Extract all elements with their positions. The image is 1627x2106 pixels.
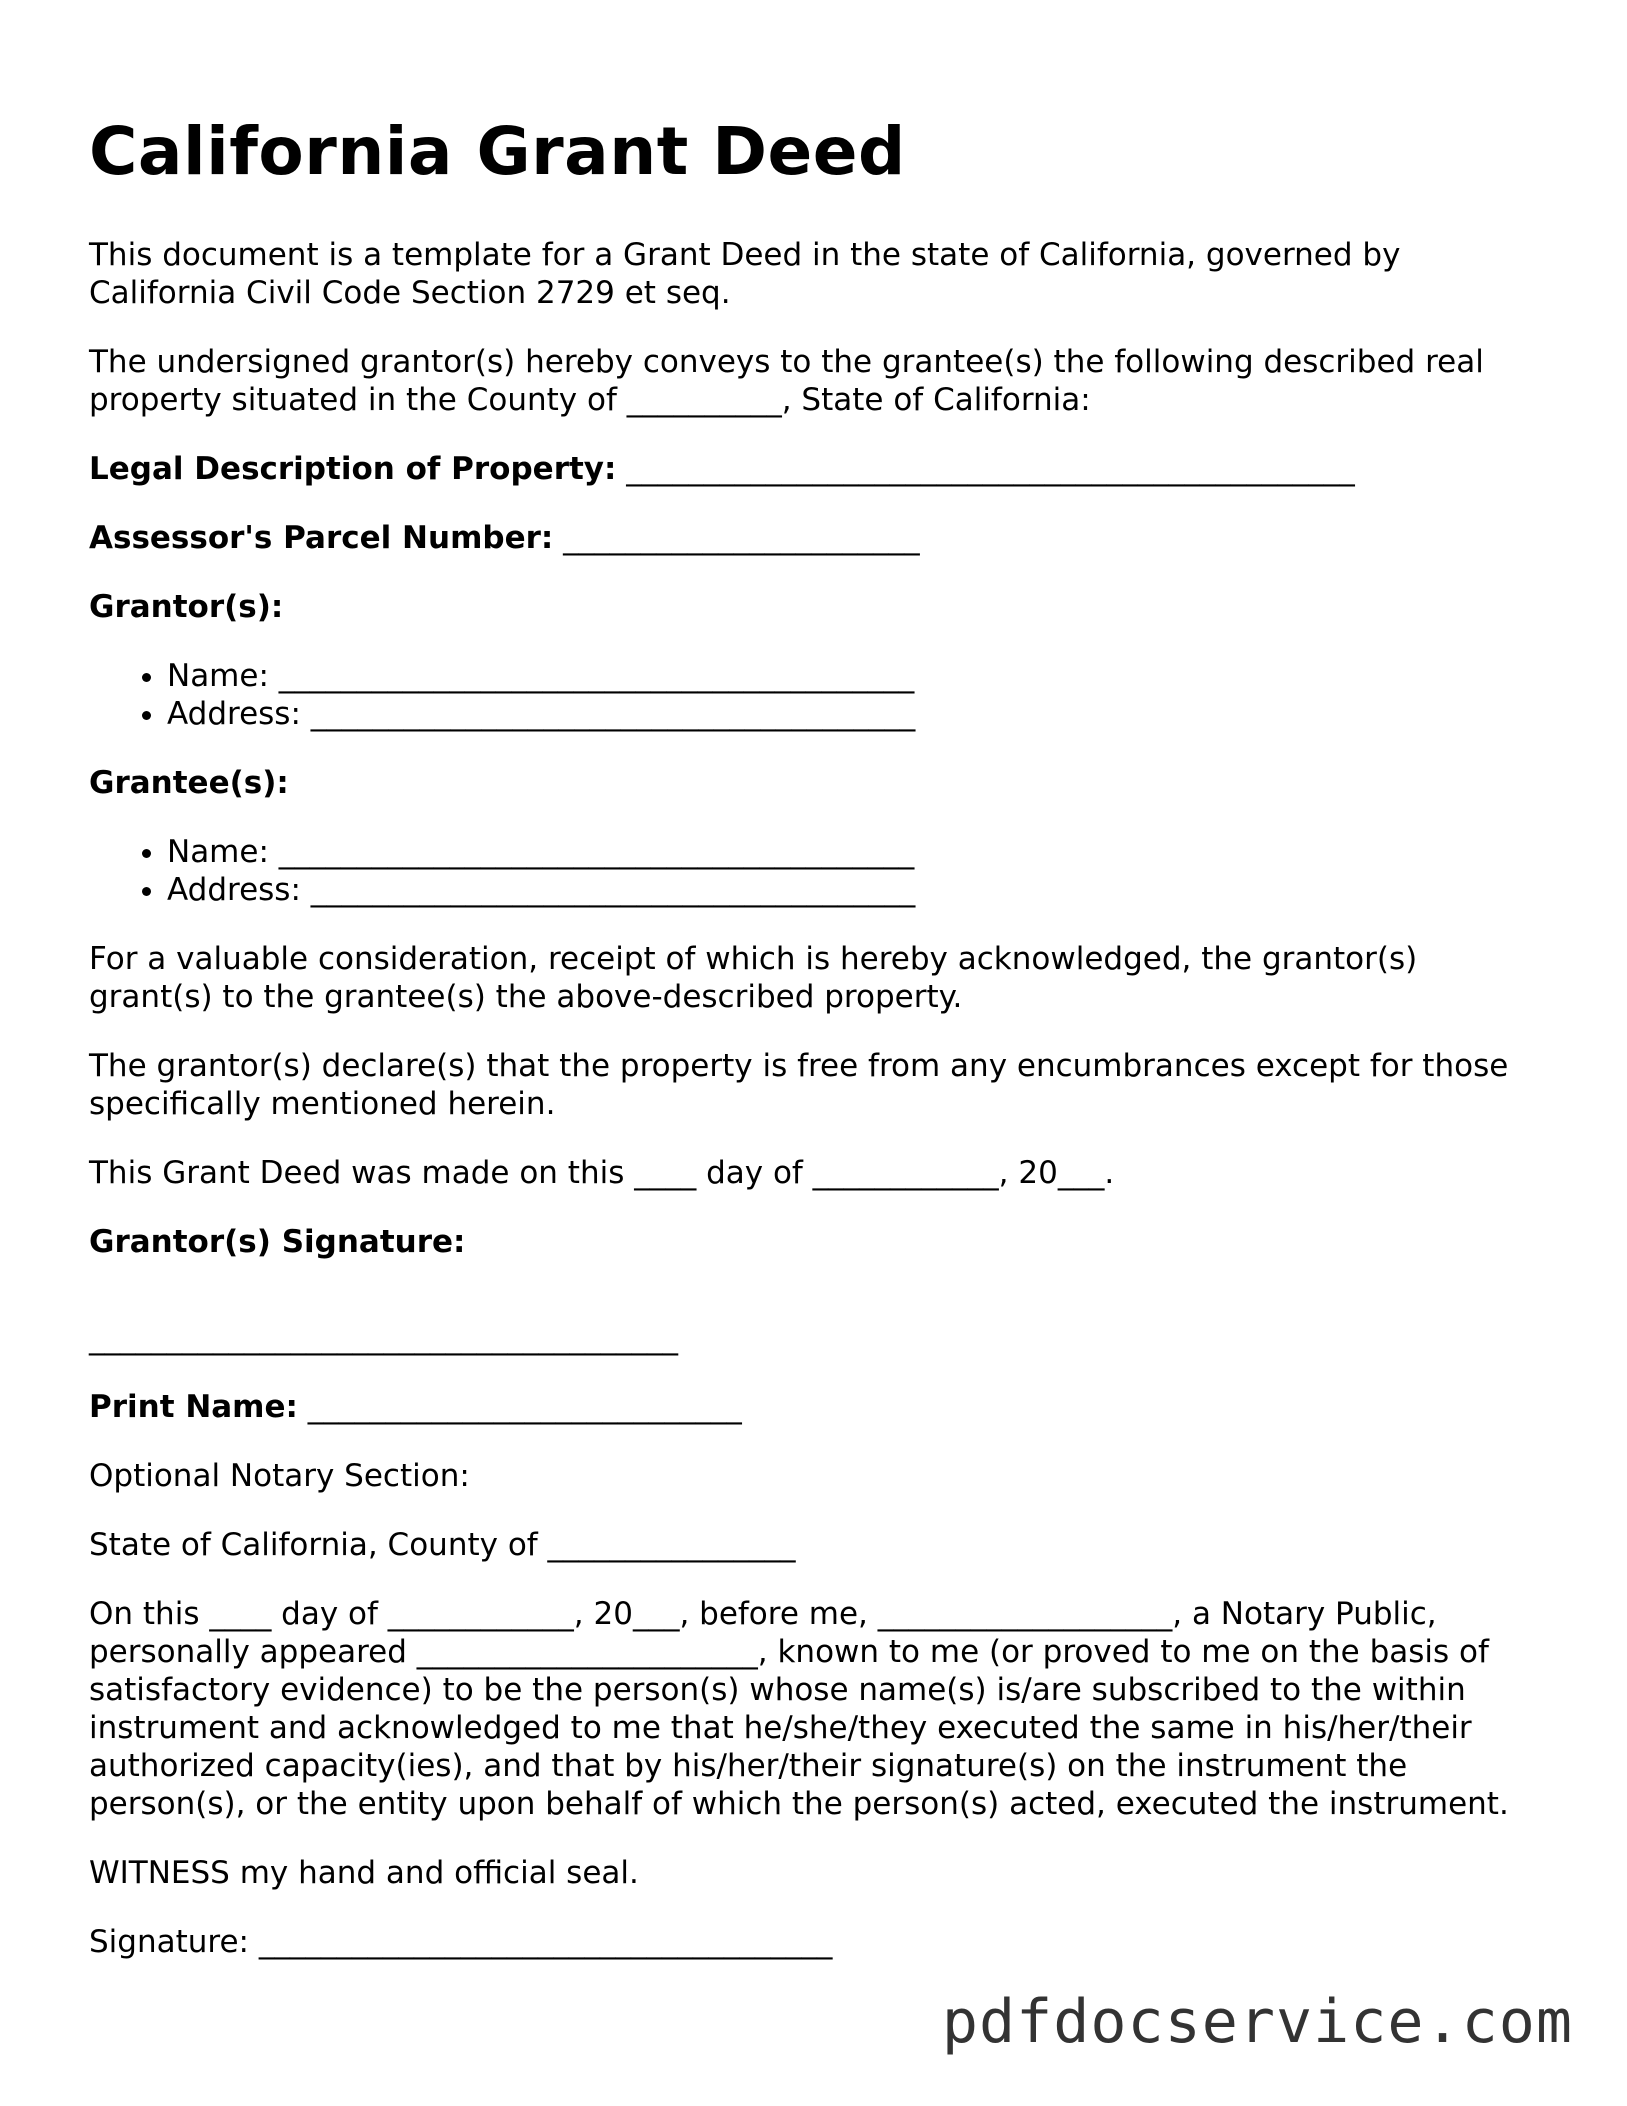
grantees-list [89, 833, 1549, 909]
grantor-signature-line: ______________________________________ [89, 1320, 678, 1356]
intro-paragraph: This document is a template for a Grant Deed in the state of California, governed by California Civil Code Section 2729 et seq. [89, 237, 1401, 311]
grantor-address-item: • Address: _______________________________________ [167, 695, 1549, 733]
notary-signature-line: Signature: _____________________________________ [89, 1924, 833, 1960]
document-page [89, 112, 1549, 1992]
grantors-list [89, 657, 1549, 733]
parcel-number-blank: _______________________ [563, 520, 920, 556]
notary-body: On this ____ day of ____________, 20___, before me, ___________________, a Notary Public, personally appeared ______________________, known to me (or proved to me on the basis of satisfactory evidence) to be the person(s) whose name(s) is/are subscribed to the within instrument and acknowledged to me that he/she/they executed the same in his/her/their authorized capacity(ies), and that by his/her/their signature(s) on the instrument the person(s), or the entity upon behalf of which the person(s) acted, executed the instrument. [89, 1596, 1509, 1822]
parcel-number-label: Assessor's Parcel Number: [89, 520, 554, 556]
grantors-heading: Grantor(s): [89, 589, 284, 625]
grantor-name-item: • Name: _________________________________________ [167, 657, 1549, 695]
notary-state-county: State of California, County of ________________ [89, 1527, 796, 1563]
print-name-blank: ____________________________ [307, 1389, 742, 1425]
encumbrances-paragraph: The grantor(s) declare(s) that the property is free from any encumbrances except for those specifically mentioned herein. [89, 1048, 1509, 1122]
grantees-heading: Grantee(s): [89, 765, 289, 801]
legal-description-blank: _______________________________________________ [626, 451, 1355, 487]
notary-heading: Optional Notary Section: [89, 1458, 470, 1494]
grantee-address-item: • Address: _______________________________________ [167, 871, 1549, 909]
notary-witness: WITNESS my hand and official seal. [89, 1855, 639, 1891]
legal-description-line [89, 450, 1549, 488]
legal-description-label: Legal Description of Property: [89, 451, 617, 487]
grantor-signature-heading: Grantor(s) Signature: [89, 1224, 466, 1260]
parcel-number-line [89, 519, 1549, 557]
document-title: California Grant Deed [89, 113, 906, 190]
date-line: This Grant Deed was made on this ____ day of ____________, 20___. [89, 1155, 1115, 1191]
conveyance-paragraph: The undersigned grantor(s) hereby conveys to the grantee(s) the following described real property situated in the County of __________, State of California: [89, 344, 1484, 418]
print-name-label: Print Name: [89, 1389, 298, 1425]
print-name-line [89, 1388, 1549, 1426]
watermark: pdfdocservice.com [941, 1987, 1573, 2057]
grantee-name-item: • Name: _________________________________________ [167, 833, 1549, 871]
consideration-paragraph: For a valuable consideration, receipt of which is hereby acknowledged, the grantor(s) grant(s) to the grantee(s) the above-described property. [89, 941, 1418, 1015]
